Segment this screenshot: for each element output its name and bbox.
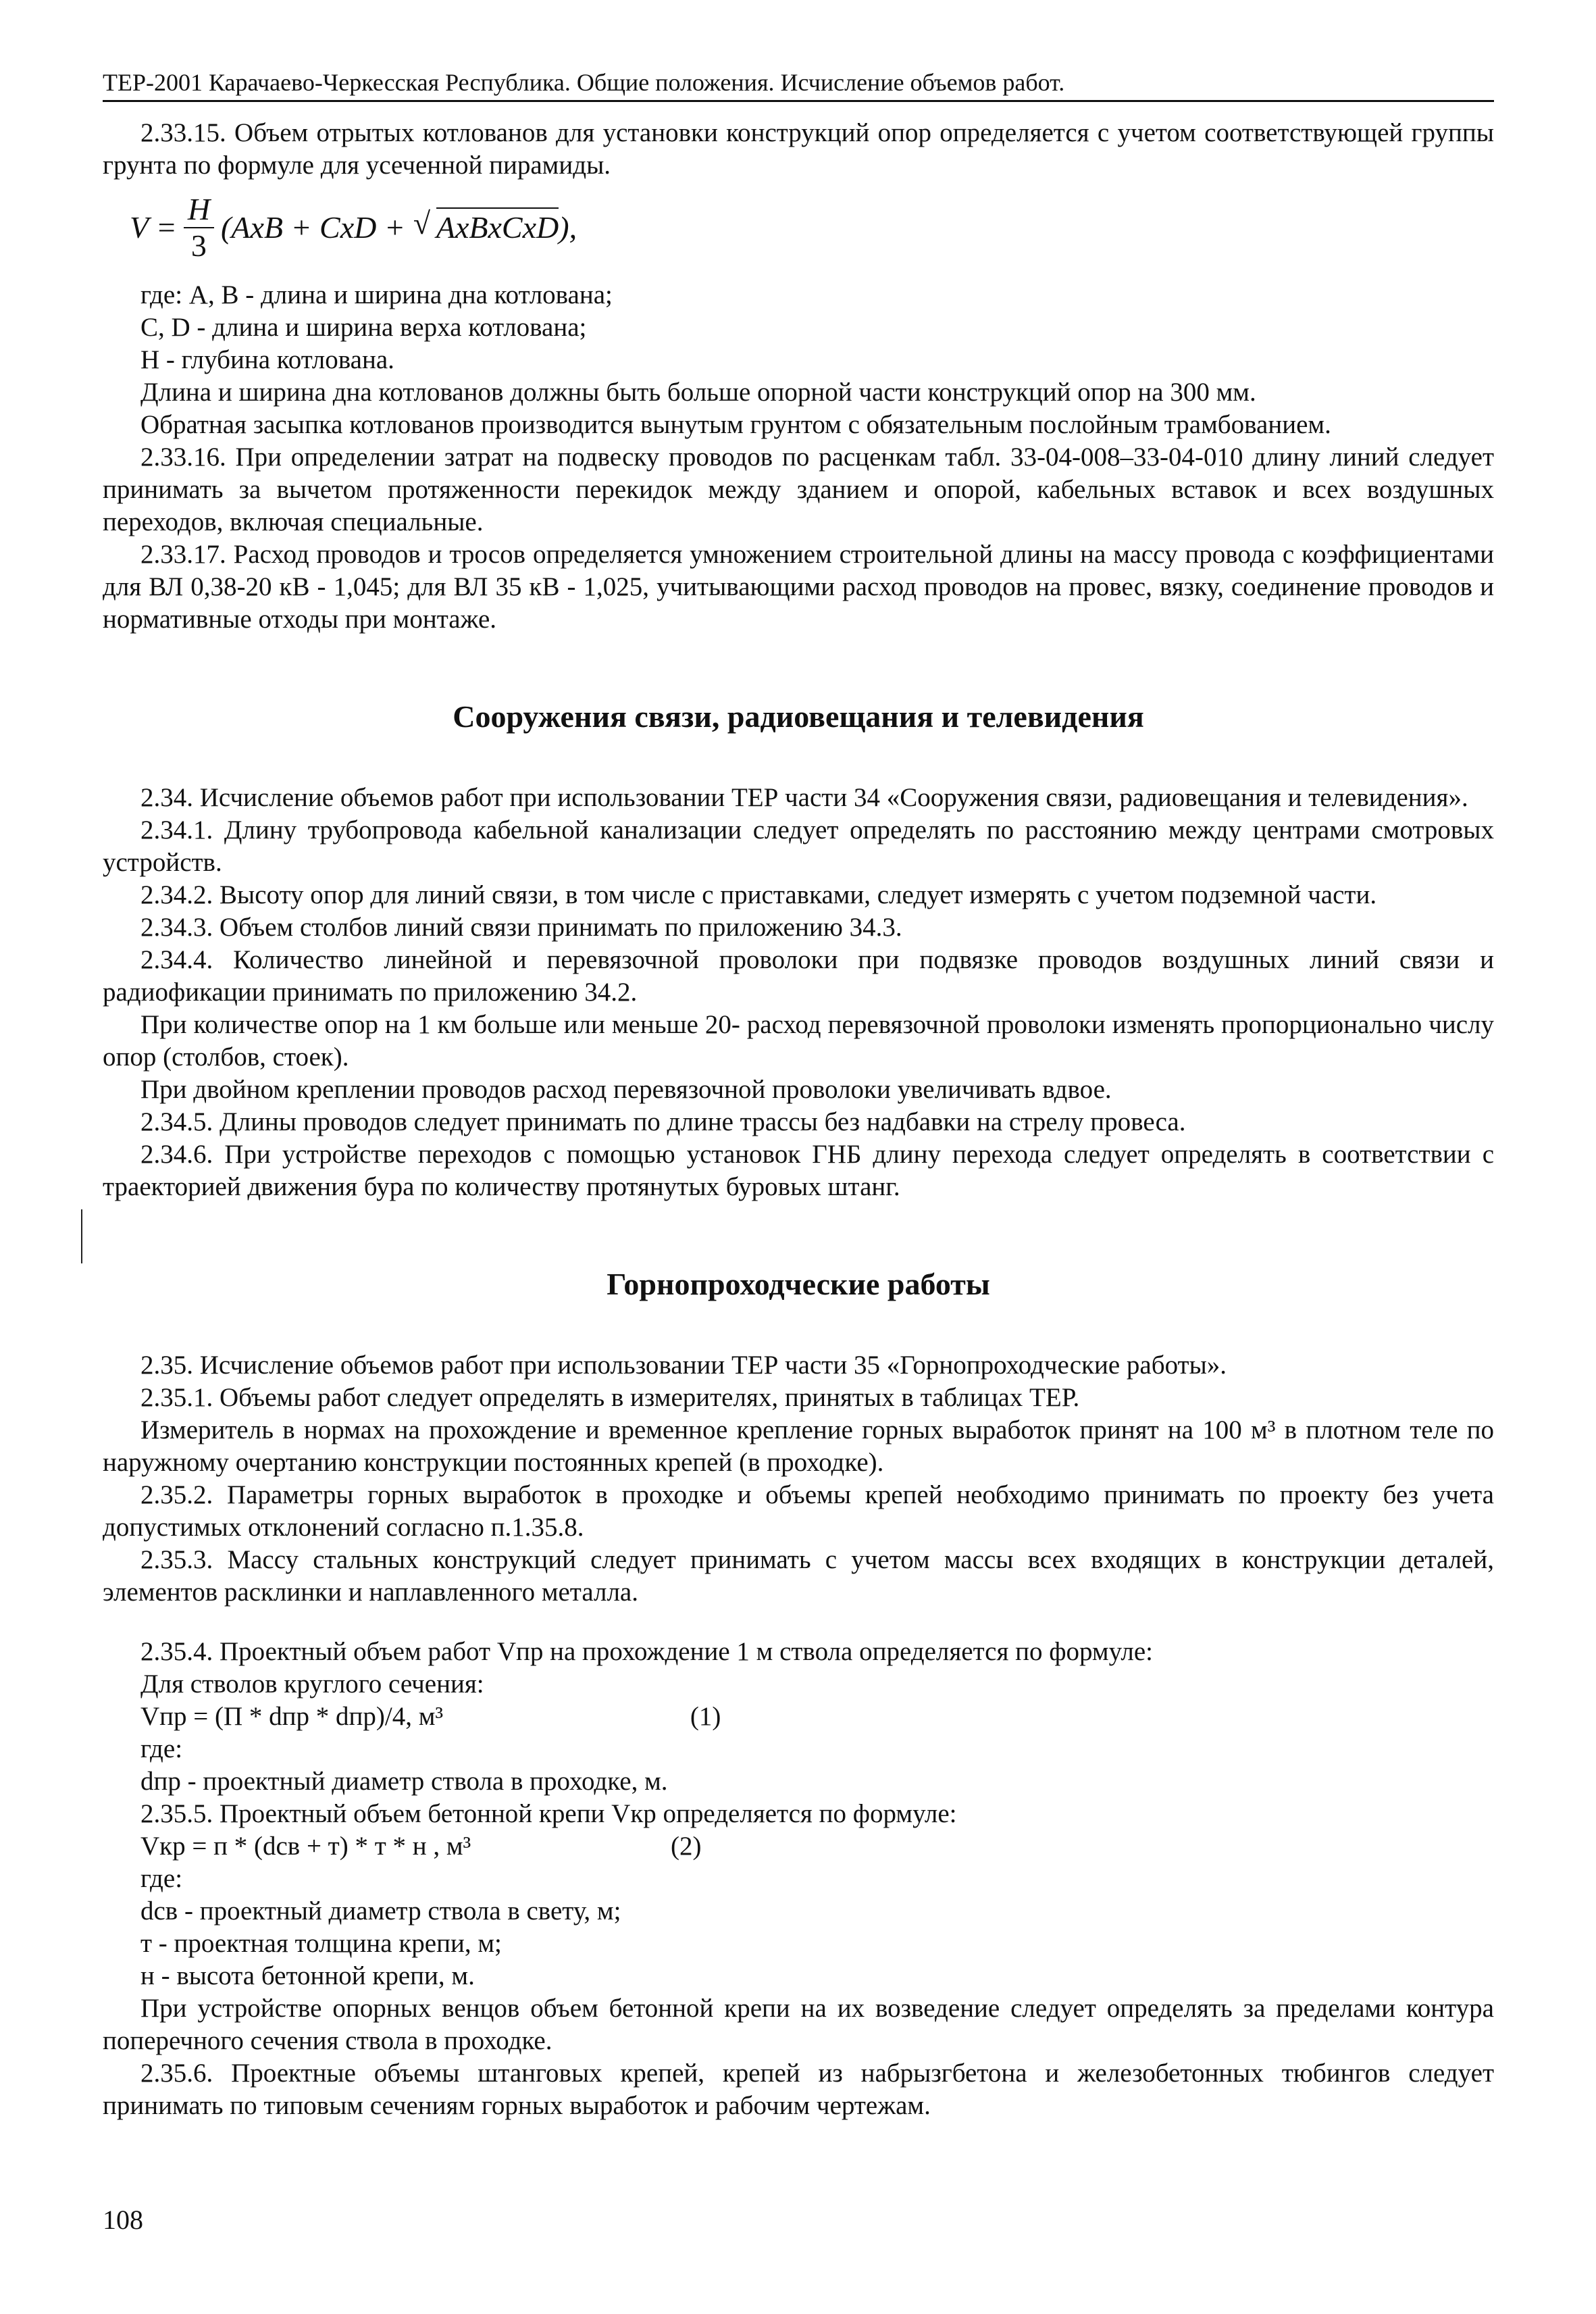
paragraph-2-35-2: 2.35.2. Параметры горных выработок в проходке и объемы крепей необходимо принимать по проекту без учета допустимых отклонений согласно п.1.35.8. bbox=[103, 1480, 1494, 1542]
margin-mark bbox=[81, 1209, 82, 1263]
paragraph-2-33-17: 2.33.17. Расход проводов и тросов определяется умножением строительной длины на массу провода с коэффициентами для ВЛ 0,38-20 кВ - 1,045; для ВЛ 35 кВ - 1,025, учитывающими расход проводов на провес, вязку, соединение проводов и нормативные отходы при монтаже. bbox=[103, 540, 1494, 634]
sqrt-icon: √ bbox=[413, 206, 431, 241]
formula-radicand: AxBxCxD bbox=[436, 207, 559, 245]
formula-2-number: (2) bbox=[671, 1832, 702, 1861]
running-header: ТЕР-2001 Карачаево-Черкесская Республика. Общие положения. Исчисление объемов работ. bbox=[103, 68, 1494, 102]
formula-lhs: V = bbox=[130, 210, 177, 245]
definition-line: dсв - проектный диаметр ствола в свету, м; bbox=[140, 1896, 621, 1926]
paragraph-supports-count: При количестве опор на 1 км больше или меньше 20- расход перевязочной проволоки изменять пропорционально числу опор (столбов, стоек). bbox=[103, 1010, 1494, 1072]
definition-line: С, D - длина и ширина верха котлована; bbox=[140, 313, 587, 342]
definition-line: Длина и ширина дна котлованов должны быть больше опорной части конструкций опор на 300 мм. bbox=[140, 378, 1256, 407]
paragraph-2-35-1: 2.35.1. Объемы работ следует определять в измерителях, принятых в таблицах ТЕР. bbox=[140, 1383, 1080, 1412]
where-label: где: bbox=[140, 1864, 183, 1893]
formula-sqrt bbox=[413, 206, 559, 245]
section-title-communications: Сооружения связи, радиовещания и телевидения bbox=[453, 699, 1144, 734]
paragraph-2-33-16: 2.33.16. При определении затрат на подвеску проводов по расценкам табл. 33-04-008–33-04-010 длину линий следует принимать за вычетом протяженности перекидок между зданием и опорой, кабельных вставок и всех воздушных переходов, включая специальные. bbox=[103, 443, 1494, 536]
paragraph-measure: Измеритель в нормах на прохождение и временное крепление горных выработок принят на 100 м³ в плотном теле по наружному очертанию конструкции постоянных крепей (в проходке). bbox=[103, 1415, 1494, 1477]
paragraph-2-34-6: 2.34.6. При устройстве переходов с помощью установок ГНБ длину перехода следует определять в соответствии с траекторией движения бура по количеству протянутых буровых штанг. bbox=[103, 1140, 1494, 1201]
definition-line: т - проектная толщина крепи, м; bbox=[140, 1929, 502, 1958]
section-title-mining: Горнопроходческие работы bbox=[607, 1267, 990, 1301]
paragraph-venets: При устройстве опорных венцов объем бетонной крепи на их возведение следует определять за пределами контура поперечного сечения ствола в проходке. bbox=[103, 1994, 1494, 2055]
paragraph-2-35-4: 2.35.4. Проектный объем работ Vпр на прохождение 1 м ствола определяется по формуле: bbox=[140, 1637, 1154, 1666]
formula-denominator: 3 bbox=[190, 228, 207, 263]
document-page bbox=[103, 68, 1494, 2122]
paragraph-2-33-15: 2.33.15. Объем отрытых котлованов для установки конструкций опор определяется с учетом соответствующей группы грунта по формуле для усеченной пирамиды. bbox=[103, 118, 1494, 180]
formula-close: ), bbox=[559, 210, 577, 245]
paragraph-2-34-2: 2.34.2. Высоту опор для линий связи, в том числе с приставками, следует измерять с учетом подземной части. bbox=[140, 880, 1377, 909]
formula-1-number: (1) bbox=[690, 1702, 721, 1731]
formula-1 bbox=[103, 1701, 1494, 1733]
formula-1-text: Vпр = (П * dпр * dпр)/4, м³ bbox=[140, 1702, 444, 1731]
definition-dpr: dпр - проектный диаметр ствола в проходке, м. bbox=[140, 1767, 668, 1796]
paragraph-2-34-3: 2.34.3. Объем столбов линий связи принимать по приложению 34.3. bbox=[140, 913, 902, 942]
formula-2-text: Vкр = п * (dсв + т) * т * н , м³ bbox=[140, 1832, 471, 1861]
paragraph-2-35-3: 2.35.3. Массу стальных конструкций следует принимать с учетом массы всех входящих в конструкции деталей, элементов расклинки и наплавленного металла. bbox=[103, 1545, 1494, 1607]
paragraph-double-fastening: При двойном креплении проводов расход перевязочной проволоки увеличивать вдвое. bbox=[140, 1075, 1112, 1104]
page-number: 108 bbox=[103, 2205, 143, 2235]
formula-sum: (AxB + CxD + bbox=[221, 210, 405, 245]
paragraph-2-34-1: 2.34.1. Длину трубопровода кабельной канализации следует определять по расстоянию между центрами смотровых устройств. bbox=[103, 815, 1494, 877]
paragraph-2-35-6: 2.35.6. Проектные объемы штанговых крепей, крепей из набрызгбетона и железобетонных тюбингов следует принимать по типовым сечениям горных выработок и рабочим чертежам. bbox=[103, 2059, 1494, 2120]
formula-2 bbox=[103, 1830, 1494, 1863]
where-label: где: bbox=[140, 1734, 183, 1763]
paragraph-2-34: 2.34. Исчисление объемов работ при использовании ТЕР части 34 «Сооружения связи, радиовещания и телевидения». bbox=[140, 783, 1468, 812]
formula-truncated-pyramid bbox=[130, 187, 1494, 268]
paragraph-2-35: 2.35. Исчисление объемов работ при использовании ТЕР части 35 «Горнопроходческие работы». bbox=[140, 1351, 1227, 1380]
spacer bbox=[103, 1609, 1494, 1636]
paragraph-2-35-5: 2.35.5. Проектный объем бетонной крепи Vкр определяется по формуле: bbox=[140, 1799, 957, 1828]
round-section-label: Для стволов круглого сечения: bbox=[140, 1669, 484, 1699]
paragraph-2-34-4: 2.34.4. Количество линейной и перевязочной проволоки при подвязке проводов воздушных линий связи и радиофикации принимать по приложению 34.2. bbox=[103, 945, 1494, 1007]
formula-numerator: H bbox=[184, 192, 214, 228]
definition-line: Н - глубина котлована. bbox=[140, 345, 394, 374]
paragraph-2-34-5: 2.34.5. Длины проводов следует принимать по длине трассы без надбавки на стрелу провеса. bbox=[140, 1107, 1186, 1136]
definition-line: где: А, В - длина и ширина дна котлована; bbox=[140, 280, 613, 309]
definition-line: н - высота бетонной крепи, м. bbox=[140, 1961, 475, 1990]
formula-fraction bbox=[184, 192, 214, 263]
definition-line: Обратная засыпка котлованов производится вынутым грунтом с обязательным послойным трамбованием. bbox=[140, 410, 1331, 439]
